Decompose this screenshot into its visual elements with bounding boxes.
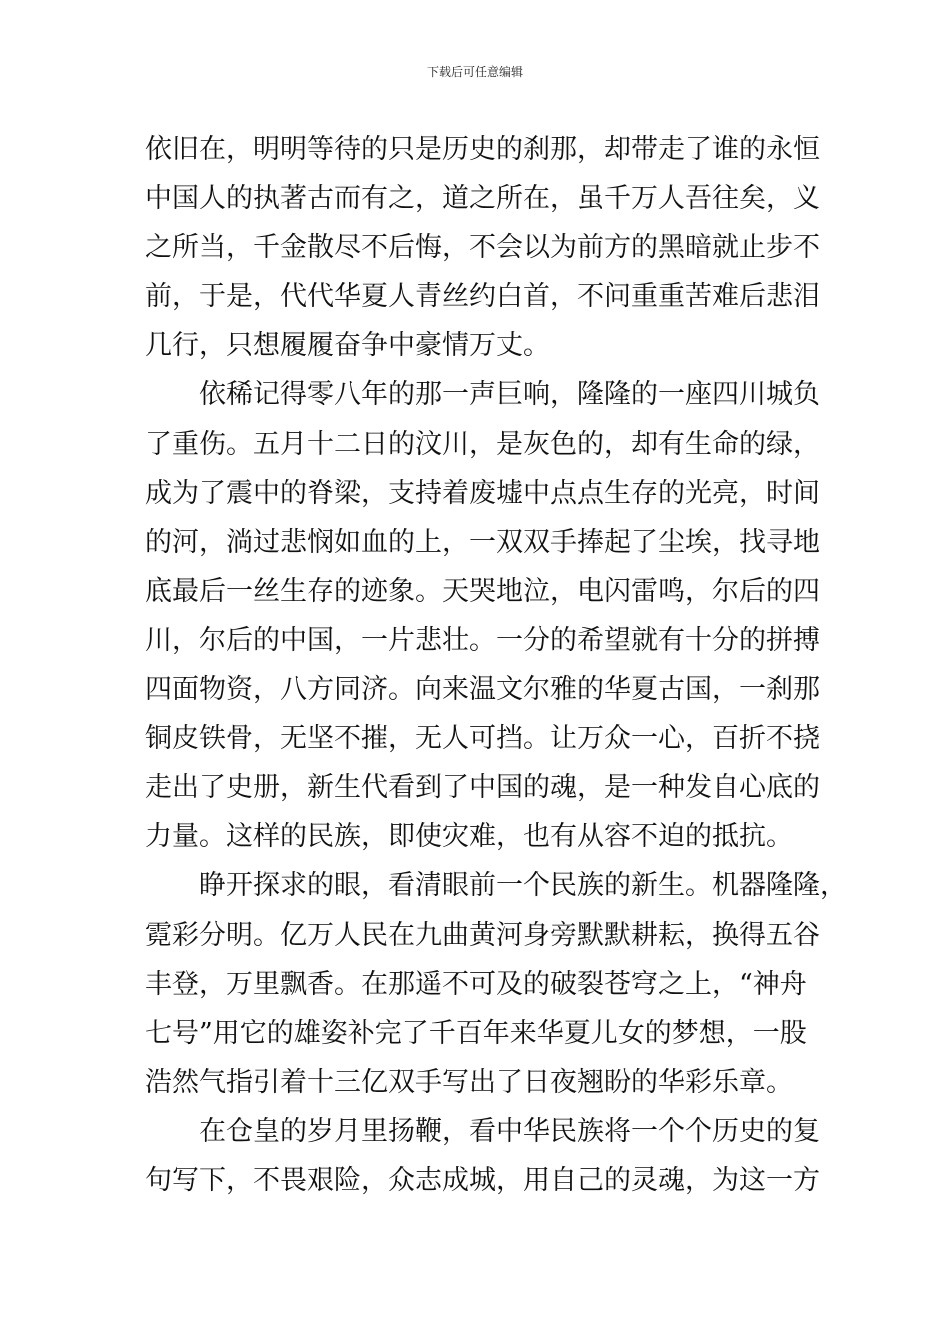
text-line: 成为了震中的脊梁，支持着废墟中点点生存的光亮，时间 [145,477,820,509]
text-line: 依旧在，明明等待的只是历史的刹那，却带走了谁的永恒 [145,134,820,165]
text-line: 走出了史册，新生代看到了中国的魂，是一种发自心底的 [145,772,820,804]
text-line: 底最后一丝生存的迹象。天哭地泣，电闪雷鸣，尔后的四 [145,575,820,607]
text-line: 在仓皇的岁月里扬鞭，看中华民族将一个个历史的复 [145,1115,820,1147]
text-line: 了重伤。五月十二日的汶川，是灰色的，却有生命的绿， [145,428,820,460]
text-line: 的河，淌过悲悯如血的上，一双双手捧起了尘埃，找寻地 [145,526,820,558]
text-line: 中国人的执著古而有之，道之所在，虽千万人吾往矣，义 [145,183,820,215]
text-line: 七号”用它的雄姿补完了千百年来华夏儿女的梦想，一股 [145,1017,807,1049]
text-line: 铜皮铁骨，无坚不摧，无人可挡。让万众一心，百折不挠 [145,723,820,755]
text-line: 丰登，万里飘香。在那遥不可及的破裂苍穹之上，“神舟 [145,968,807,1000]
text-line: 四面物资，八方同济。向来温文尔雅的华夏古国，一刹那 [145,674,820,706]
text-line: 霓彩分明。亿万人民在九曲黄河身旁默默耕耘，换得五谷 [145,919,820,951]
text-line: 几行，只想履履奋争中豪情万丈。 [145,330,550,362]
text-line: 前，于是，代代华夏人青丝约白首，不问重重苦难后悲泪 [145,281,820,313]
text-line: 句写下，不畏艰险，众志成城，用自己的灵魂，为这一方 [145,1164,820,1196]
page-header: 下载后可任意编辑 [426,65,523,79]
text-line: 睁开探求的眼，看清眼前一个民族的新生。机器隆隆， [145,870,847,902]
document-body [145,125,845,1205]
text-line: 力量。这样的民族，即使灾难，也有从容不迫的抵抗。 [145,821,793,853]
text-line: 依稀记得零八年的那一声巨响，隆隆的一座四川城负 [145,379,820,411]
text-line: 之所当，千金散尽不后悔，不会以为前方的黑暗就止步不 [145,232,820,264]
text-line: 浩然气指引着十三亿双手写出了日夜翘盼的华彩乐章。 [145,1066,793,1098]
text-line: 川，尔后的中国，一片悲壮。一分的希望就有十分的拼搏 [145,624,820,656]
